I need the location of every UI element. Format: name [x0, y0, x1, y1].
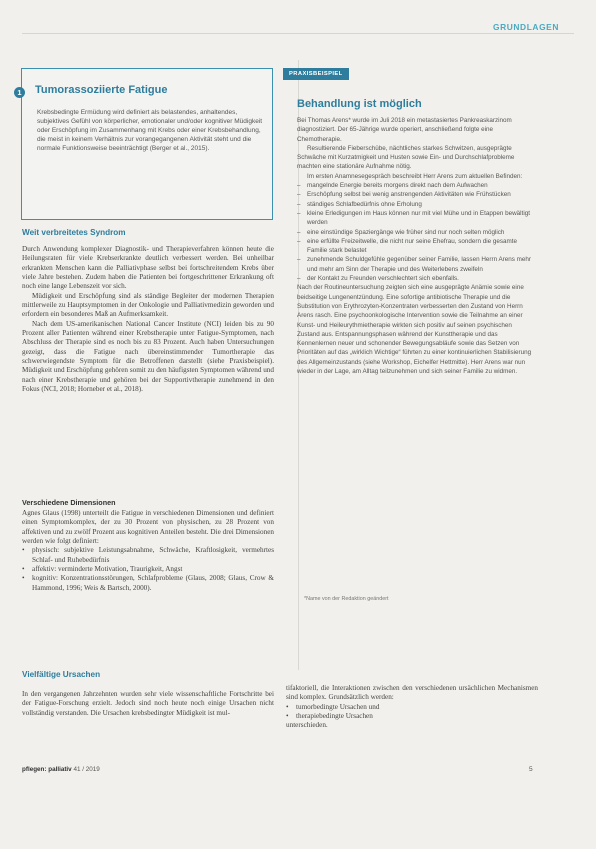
weit-body	[22, 245, 274, 395]
ursachen-p1: In den vergangenen Jahrzehnten wurden sehr viele wissenschaftliche Fortschritte bei der Fatigue-Forschung erzielt. Jedoch sind noch heute noch einige Ursachen nicht vollständig verstanden. Die Ursachen krebsbedingter Müdigkeit ist mul-	[22, 690, 274, 717]
praxis-item: – eine erfüllte Freizeitwelle, die nicht nur seine Ehefrau, sondern die gesamte Familie stark belastet	[297, 237, 535, 256]
box-number-badge: 1	[14, 87, 25, 98]
footer-journal	[22, 766, 100, 773]
praxis-p4: Nach der Routineuntersuchung zeigten sich eine ausgeprägte Anämie sowie eine beidseitige Lungenentzündung. Eine sofortige antibiotische Therapie und die Substitution von Erythrozyten-Konzentraten verbesserten den Zustand von Herrn Arens rasch. Eine psychoonkologische Intervention sowie die Teilnahme an einer Kunst- und Heileurythmietherapie wirkten sich positiv auf seinen psychischen Zustand aus. Entspannungsphasen während der Kunsttherapie und das Kennenlernen neuer und schonender Bewegungsabläufe sowie das Setzen von Prioritäten auf das „wirklich Wichtige“ führten zu einer kontinuierlichen Stabilisierung des Allgemeinzustands (siehe Workshop, Eichelfer Hettmitte). Herr Arens war nun wieder in der Lage, am Alltag teilzunehmen und sich seiner Familie zu widmen.	[297, 284, 532, 376]
box-title: Tumorassoziierte Fatigue	[35, 84, 168, 96]
header-rule	[22, 33, 574, 34]
ursachen-list	[286, 703, 538, 722]
section-label: GRUNDLAGEN	[493, 22, 560, 32]
dim-item-kognitiv: • kognitiv: Konzentrationsstörungen, Schlafprobleme (Glaus, 2008; Glaus, Crow & Hammond, 1996; Weis & Bartsch, 2000).	[22, 574, 274, 593]
praxis-item: – mangelnde Energie bereits morgens direkt nach dem Aufwachen	[297, 181, 535, 190]
ursachen-p3: unterschieden.	[286, 721, 328, 730]
ursachen-item-therapie: • therapiebedingte Ursachen	[286, 712, 538, 721]
dim-body	[22, 509, 274, 593]
ursachen-body-left	[22, 690, 274, 718]
praxis-footnote: *Name von der Redaktion geändert	[304, 596, 389, 602]
praxis-list	[297, 181, 535, 283]
ursachen-item-tumor: • tumorbedingte Ursachen und	[286, 703, 538, 712]
praxis-p1: Bei Thomas Arens* wurde im Juli 2018 ein metastasiertes Pankreaskarzinom diagnostiziert. Der 65-Jährige wurde operiert, anschließend folgte eine Chemotherapie.	[297, 117, 512, 143]
weit-p3: Nach dem US-amerikanischen National Cancer Institute (NCI) leiden bis zu 90 Prozent aller Patienten während einer Krebstherapie unter Fatigue-Symptomen, nach Abschluss der Therapie sind es noch bis zu 83 Prozent. Auch haben Untersuchungen gezeigt, dass die Fatigue nach übereinstimmender Tumortherapie das schwerwiegendste Symptom für die Betroffenen darstellt (siehe Praxisbeispiel). Müdigkeit und Erschöpfung gehören somit zu den häufigsten Symptomen während und nach einer Krebstherapie und gehören bei der Supportivtherapie zunehmend in den Fokus (NCI, 2018; Horneber et al., 2018).	[22, 319, 274, 394]
box-text: Krebsbedingte Ermüdung wird definiert als belastendes, anhaltendes, subjektives Gefühl von körperlicher, emotionaler und/oder kognitiver Müdigkeit oder Erschöpfung im Zusammenhang mit Krebs oder einer Krebsbehandlung, die meist in keinem Verhältnis zur vorangegangenen Aktivität steht und die normale Funktionsweise beeinträchtigt (Berger et al., 2015).	[37, 109, 263, 153]
praxis-p2: Resultierende Fieberschübe, nächtliches starkes Schwitzen, ausgeprägte Schwäche mit Kurzatmigkeit und Husten sowie Ein- und Durchschlafprobleme machten eine stationäre Aufnahme nötig.	[297, 144, 515, 171]
praxis-p3: Im ersten Anamnesegespräch beschreibt Herr Arens zum aktuellen Befinden:	[307, 172, 523, 180]
heading-ursachen: Vielfältige Ursachen	[22, 670, 101, 679]
page-number: 5	[529, 766, 533, 773]
praxis-item: – kleine Erledigungen im Haus können nur mit viel Mühe und in Etappen bewältigt werden	[297, 209, 535, 228]
praxis-item: – eine einstündige Spaziergänge wie früher sind nur noch selten möglich	[297, 228, 535, 237]
ursachen-body-right	[286, 684, 538, 731]
dim-item-physisch: • physisch: subjektive Leistungsabnahme, Schwäche, Kraftlosigkeit, vermehrtes Schlaf- und Ruhebedürfnis	[22, 546, 274, 565]
dim-item-affektiv: • affektiv: verminderte Motivation, Traurigkeit, Angst	[22, 565, 274, 574]
footer-journal-name: pflegen: palliativ	[22, 766, 72, 773]
heading-dimensionen: Verschiedene Dimensionen	[22, 498, 116, 507]
praxis-title: Behandlung ist möglich	[297, 98, 422, 110]
dim-list	[22, 546, 274, 593]
praxis-item: – der Kontakt zu Freunden verschlechtert sich ebenfalls.	[297, 274, 535, 283]
praxis-tag: PRAXISBEISPIEL	[283, 68, 349, 80]
praxis-item: – zunehmende Schuldgefühle gegenüber seiner Familie, lassen Herrn Arens mehr und mehr am Sinn der Therapie und des Weiterlebens zweifeln	[297, 255, 535, 274]
praxis-body	[297, 116, 535, 376]
heading-weit: Weit verbreitetes Syndrom	[22, 228, 126, 237]
praxis-item: – Erschöpfung selbst bei wenig anstrengenden Aktivitäten wie Frühstücken	[297, 190, 535, 199]
weit-p1: Durch Anwendung komplexer Diagnostik- und Therapieverfahren können heute die Heilungsraten für viele Krebserkrankte deutlich verbessert werden. Bei unheilbar erkrankten Menschen kann die Palliativphase selbst bei fortschreitendem Krebs über viele Jahre bestehen. Zudem haben die Patienten bei fortgeschrittener Erkrankung oft noch eine lange Lebenszeit vor sich.	[22, 245, 274, 291]
praxis-item: – ständiges Schlafbedürfnis ohne Erholung	[297, 200, 535, 209]
ursachen-p2: tifaktoriell, die Interaktionen zwischen den verschiedenen ursächlichen Mechanismen sind komplex. Grundsätzlich werden:	[286, 684, 538, 702]
dim-p1: Agnes Glaus (1998) unterteilt die Fatigue in verschiedenen Dimensionen und definiert einen Symptomkomplex, der zu 30 Prozent von physischen, zu 28 Prozent von affektiven und zu zwölf Prozent aus kognitiven Anteilen besteht. Die drei Dimensionen werden wie folgt definiert:	[22, 509, 274, 546]
weit-p2: Müdigkeit und Erschöpfung sind als ständige Begleiter der modernen Therapien mittlerweile zu Hauptsymptomen in der Onkologie und Palliativmedizin geworden und erfordern ein besonderes Maß an Aufmerksamkeit.	[22, 291, 274, 319]
footer-issue: 41 / 2019	[73, 766, 100, 773]
